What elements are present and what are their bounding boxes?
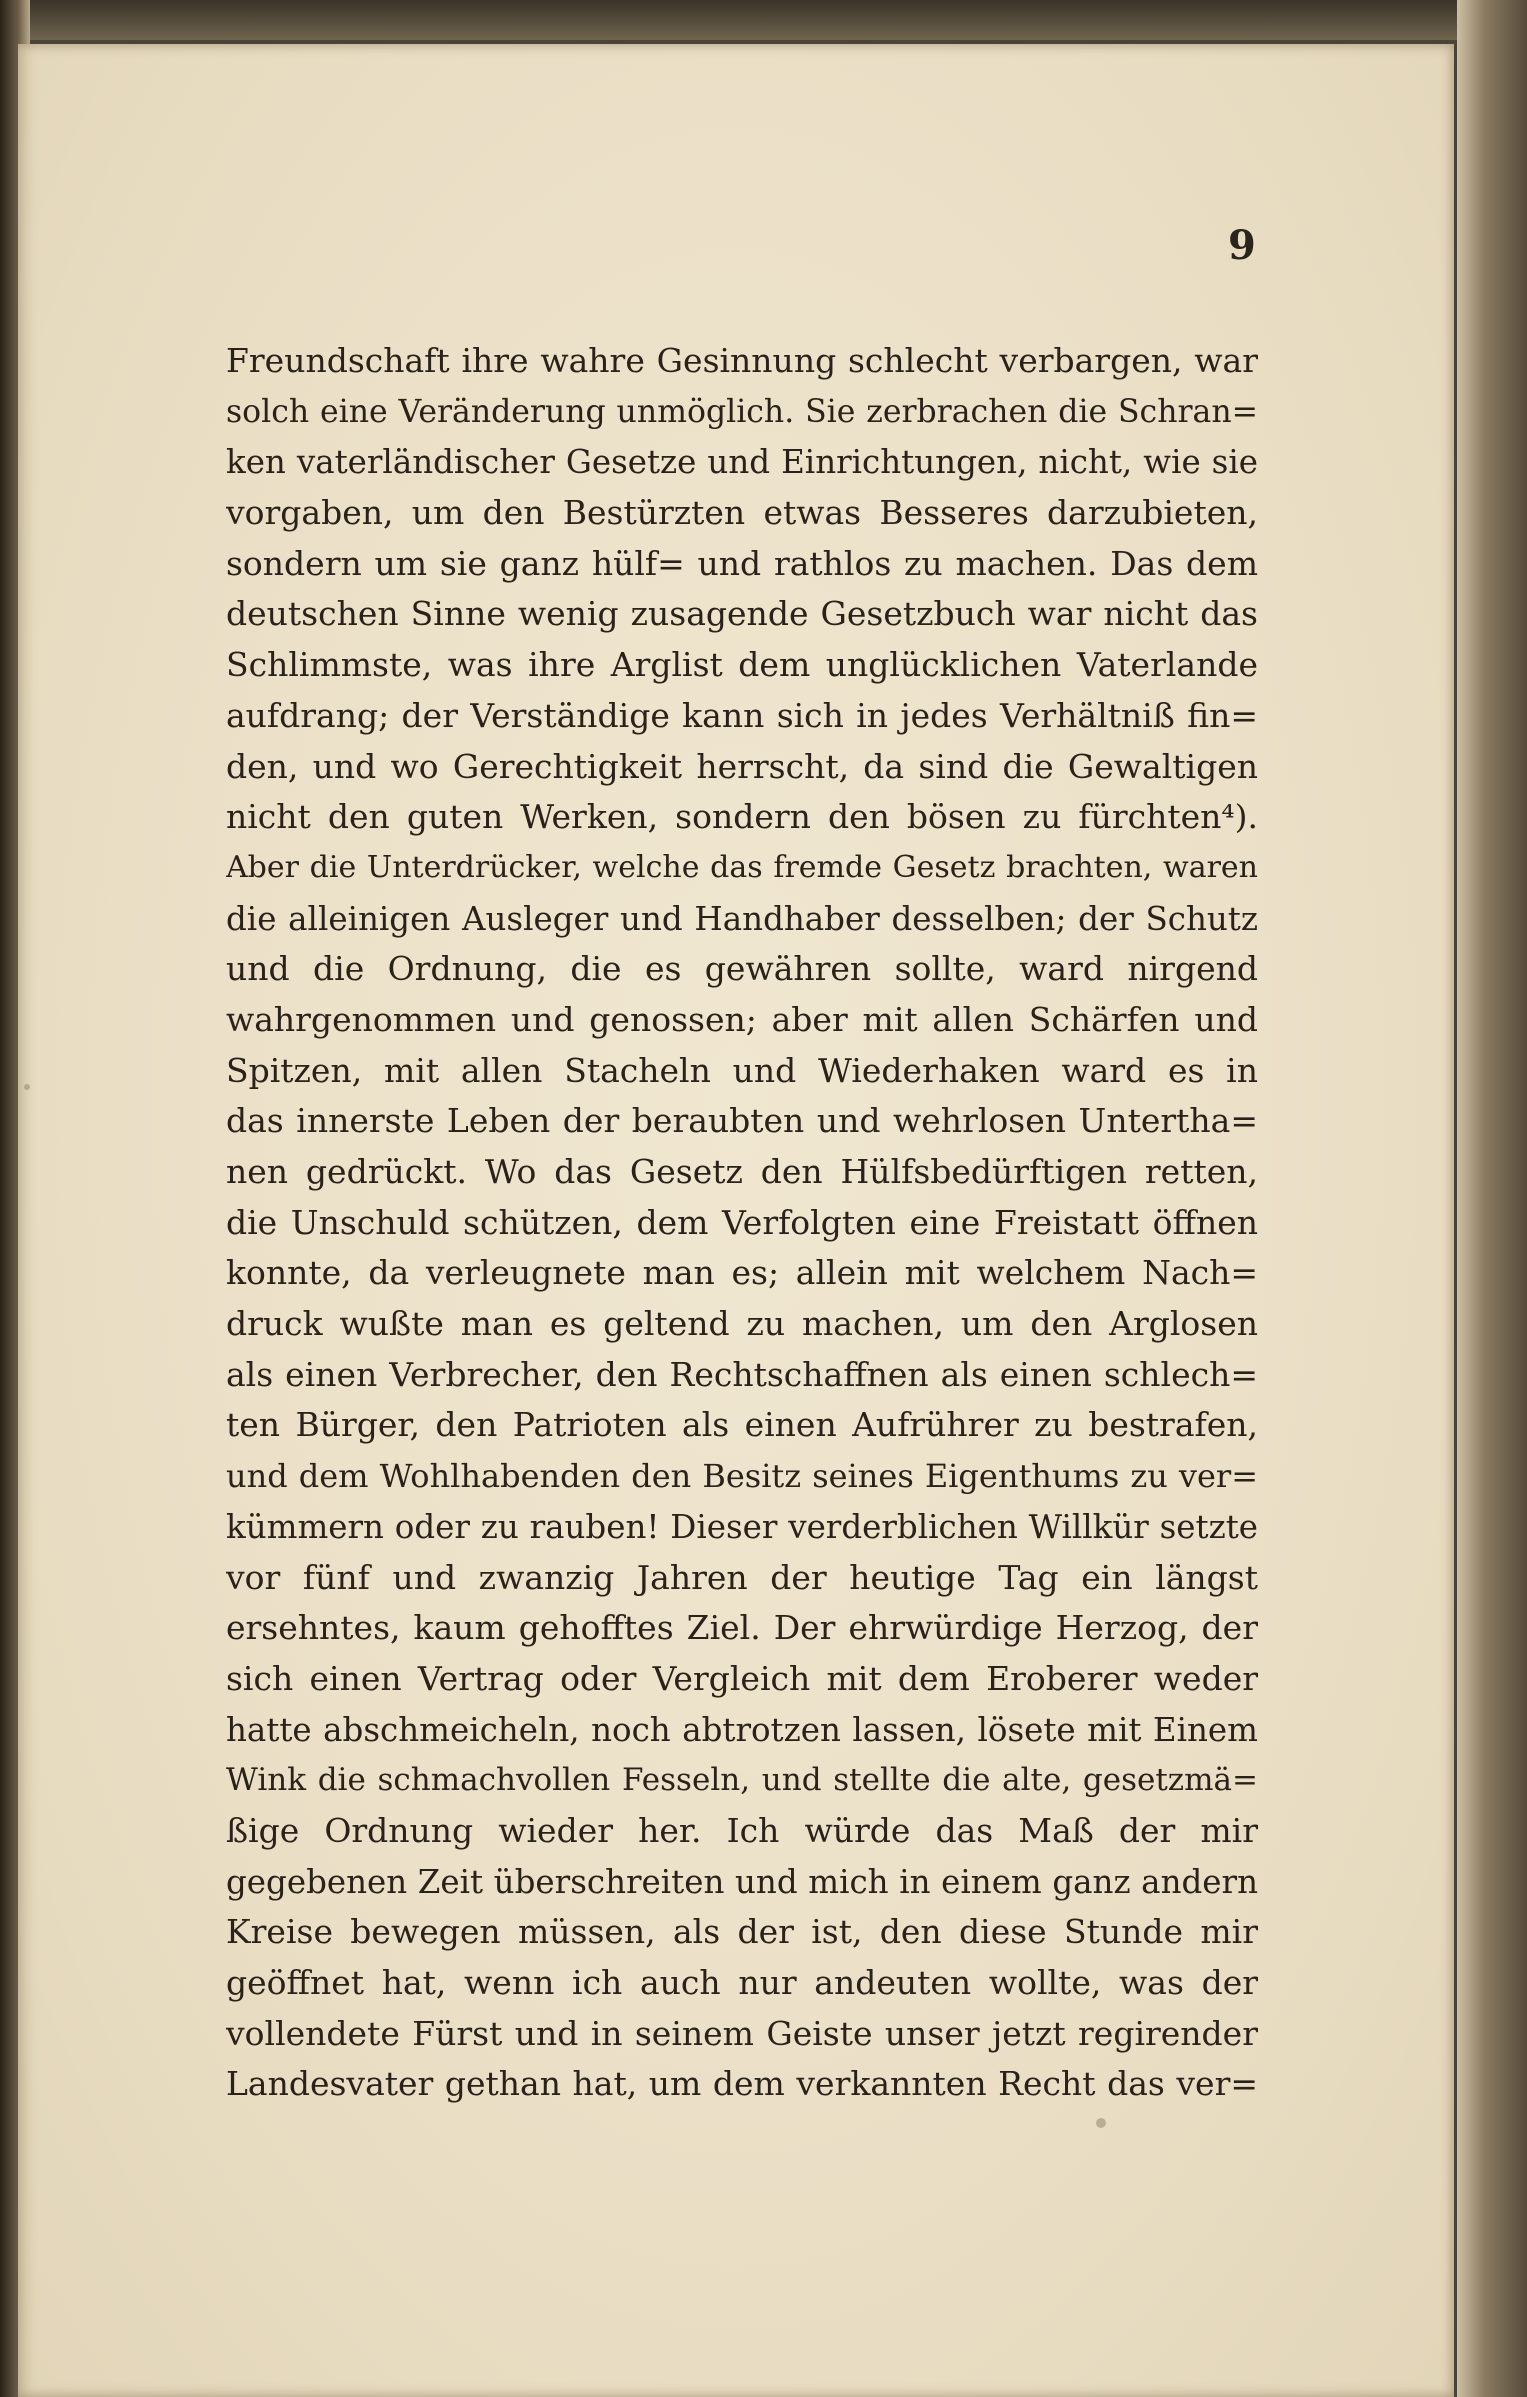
text-line: nen gedrückt. Wo das Gesetz den Hülfsbedürftigen retten,	[226, 1152, 1258, 1191]
text-line: Schlimmste, was ihre Arglist dem unglücklichen Vaterlande	[226, 645, 1258, 685]
text-line: vorgaben, um den Bestürzten etwas Besseres darzubieten,	[226, 493, 1258, 533]
text-line: Aber die Unterdrücker, welche das fremde Gesetz brachten, waren	[226, 849, 1258, 885]
text-line: und die Ordnung, die es gewähren sollte, ward nirgend	[226, 949, 1258, 989]
text-line: ßige Ordnung wieder her. Ich würde das Maß der mir	[226, 1810, 1258, 1850]
scan-top-edge	[0, 0, 1527, 40]
page-number: 9	[1228, 222, 1256, 269]
text-line: und dem Wohlhabenden den Besitz seines Eigenthums zu ver=	[226, 1457, 1258, 1496]
text-line: wahrgenommen und genossen; aber mit allen Schärfen und	[226, 999, 1258, 1039]
text-line: druck wußte man es geltend zu machen, um den Arglosen	[226, 1304, 1258, 1344]
text-line: Freundschaft ihre wahre Gesinnung schlecht verbargen, war	[226, 341, 1258, 380]
text-line: hatte abschmeicheln, noch abtrotzen lassen, lösete mit Einem	[226, 1710, 1258, 1749]
text-line: das innerste Leben der beraubten und wehrlosen Untertha=	[226, 1101, 1258, 1141]
text-line: die alleinigen Ausleger und Handhaber desselben; der Schutz	[226, 899, 1258, 938]
text-line: aufdrang; der Verständige kann sich in jedes Verhältniß fin=	[226, 695, 1258, 735]
text-line: als einen Verbrecher, den Rechtschaffnen als einen schlech=	[226, 1354, 1258, 1394]
scan-right-edge	[1457, 0, 1527, 2397]
text-line: Landesvater gethan hat, um dem verkannten Recht das ver=	[226, 2064, 1258, 2104]
text-line: die Unschuld schützen, dem Verfolgten eine Freistatt öffnen	[226, 1202, 1258, 1242]
text-line: gegebenen Zeit überschreiten und mich in einem ganz andern	[226, 1862, 1258, 1901]
text-line: solch eine Veränderung unmöglich. Sie zerbrachen die Schran=	[226, 393, 1258, 430]
text-line: sich einen Vertrag oder Vergleich mit dem Eroberer weder	[226, 1658, 1258, 1698]
text-line: ten Bürger, den Patrioten als einen Aufrührer zu bestrafen,	[226, 1405, 1258, 1445]
text-line: vor fünf und zwanzig Jahren der heutige Tag ein längst	[226, 1557, 1258, 1597]
text-line: konnte, da verleugnete man es; allein mit welchem Nach=	[226, 1253, 1258, 1293]
text-line: den, und wo Gerechtigkeit herrscht, da sind die Gewaltigen	[226, 746, 1258, 786]
body-text	[226, 336, 1258, 2110]
text-line: ken vaterländischer Gesetze und Einrichtungen, nicht, wie sie	[226, 443, 1258, 482]
text-line: Kreise bewegen müssen, als der ist, den diese Stunde mir	[226, 1912, 1258, 1952]
paper-speck	[24, 1084, 30, 1090]
text-line: Spitzen, mit allen Stacheln und Wiederhaken ward es in	[226, 1050, 1258, 1090]
text-line: Wink die schmachvollen Fesseln, und stellte die alte, gesetzmä=	[226, 1762, 1258, 1799]
paper-speck	[1096, 2118, 1106, 2128]
book-page	[18, 44, 1454, 2397]
text-line: geöffnet hat, wenn ich auch nur andeuten wollte, was der	[226, 1963, 1258, 2002]
text-line: nicht den guten Werken, sondern den bösen zu fürchten⁴).	[226, 797, 1258, 837]
text-line: kümmern oder zu rauben! Dieser verderblichen Willkür setzte	[226, 1507, 1258, 1546]
text-line: deutschen Sinne wenig zusagende Gesetzbuch war nicht das	[226, 594, 1258, 634]
text-line: ersehntes, kaum gehofftes Ziel. Der ehrwürdige Herzog, der	[226, 1608, 1258, 1648]
text-line: vollendete Fürst und in seinem Geiste unser jetzt regirender	[226, 2013, 1258, 2053]
text-line: sondern um sie ganz hülf= und rathlos zu machen. Das dem	[226, 543, 1258, 583]
